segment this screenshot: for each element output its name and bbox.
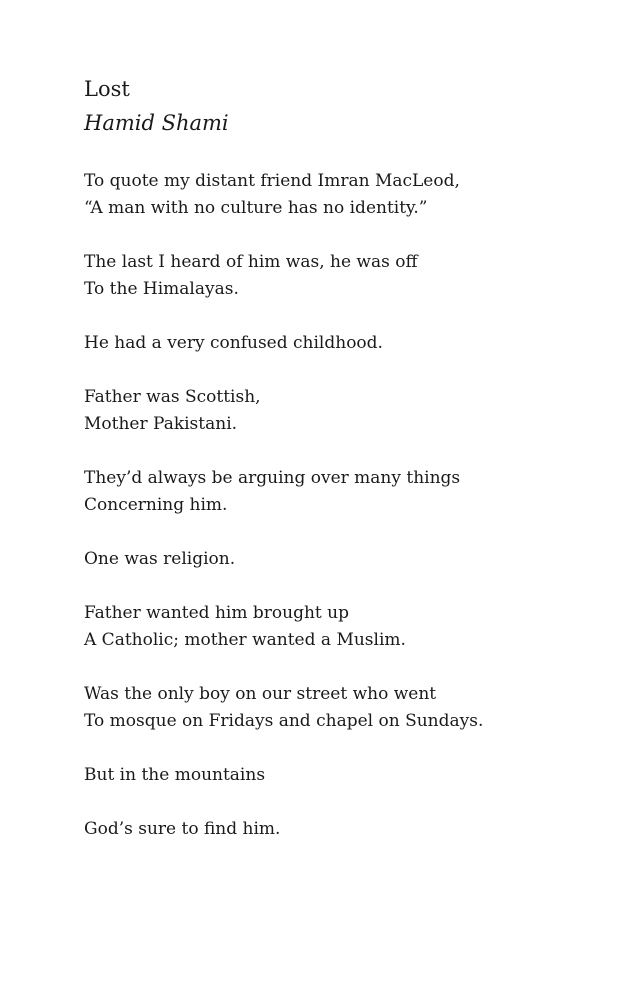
poem-line: But in the mountains bbox=[84, 765, 266, 785]
poem-line: One was religion. bbox=[84, 549, 236, 569]
poem-line: Father wanted him brought up bbox=[84, 603, 349, 623]
poem-author: Hamid Shami bbox=[84, 111, 229, 135]
stanza bbox=[84, 249, 604, 303]
poem-line: Mother Pakistani. bbox=[84, 414, 238, 434]
poem-line: Was the only boy on our street who went bbox=[84, 684, 437, 704]
poem-line: “A man with no culture has no identity.” bbox=[84, 198, 428, 218]
poem-line: A Catholic; mother wanted a Muslim. bbox=[84, 630, 406, 650]
poem-line: To the Himalayas. bbox=[84, 279, 239, 299]
stanza bbox=[84, 384, 604, 438]
poem-line: To quote my distant friend Imran MacLeod, bbox=[84, 171, 460, 191]
poem-line: He had a very confused childhood. bbox=[84, 333, 383, 353]
poem-line: Concerning him. bbox=[84, 495, 228, 515]
poem-line: They’d always be arguing over many things bbox=[84, 468, 461, 488]
poem-title: Lost bbox=[84, 77, 130, 101]
stanza bbox=[84, 816, 604, 843]
poem-line: God’s sure to find him. bbox=[84, 819, 281, 839]
poem-line: Father was Scottish, bbox=[84, 387, 261, 407]
stanza bbox=[84, 600, 604, 654]
stanza bbox=[84, 546, 604, 573]
poem-page bbox=[84, 74, 604, 870]
stanza bbox=[84, 681, 604, 735]
stanza bbox=[84, 465, 604, 519]
stanza bbox=[84, 330, 604, 357]
stanza bbox=[84, 762, 604, 789]
poem-body bbox=[84, 168, 604, 843]
poem-line: To mosque on Fridays and chapel on Sundays. bbox=[84, 711, 484, 731]
stanza bbox=[84, 168, 604, 222]
poem-line: The last I heard of him was, he was off bbox=[84, 252, 418, 272]
